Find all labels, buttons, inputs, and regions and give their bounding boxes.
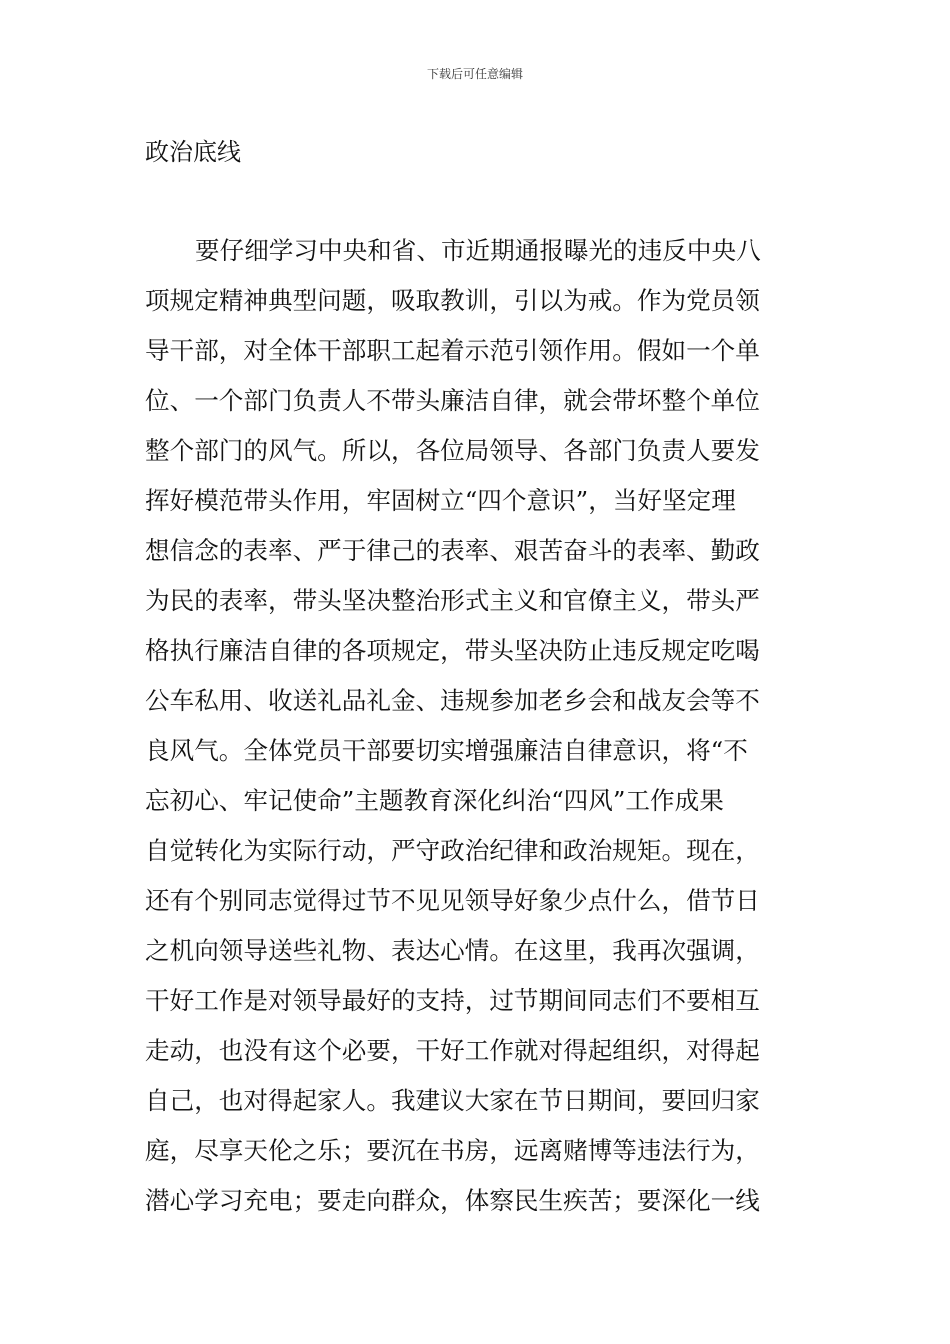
body-line: 忘初心、牢记使命”主题教育深化纠治“四风”工作成果 [145, 786, 724, 815]
body-line: 导干部，对全体干部职工起着示范引领作用。假如一个单 [145, 336, 760, 365]
body-line: 自己，也对得起家人。我建议大家在节日期间，要回归家 [145, 1086, 760, 1115]
body-line: 整个部门的风气。所以，各位局领导、各部门负责人要发 [145, 436, 760, 465]
body-line: 为民的表率，带头坚决整治形式主义和官僚主义，带头严 [145, 586, 760, 615]
body-line: 挥好模范带头作用，牢固树立“四个意识”，当好坚定理 [145, 486, 736, 515]
body-line: 之机向领导送些礼物、表达心情。在这里，我再次强调， [145, 936, 760, 965]
body-line: 走动，也没有这个必要，干好工作就对得起组织，对得起 [145, 1036, 760, 1065]
body-line: 位、一个部门负责人不带头廉洁自律，就会带坏整个单位 [145, 386, 760, 415]
body-line: 良风气。全体党员干部要切实增强廉洁自律意识，将“不 [145, 736, 748, 765]
body-line: 潜心学习充电；要走向群众，体察民生疾苦；要深化一线 [145, 1186, 760, 1215]
body-line: 要仔细学习中央和省、市近期通报曝光的违反中央八 [195, 236, 761, 265]
body-line: 公车私用、收送礼品礼金、违规参加老乡会和战友会等不 [145, 686, 760, 715]
document-title: 政治底线 [145, 138, 241, 166]
body-line: 项规定精神典型问题，吸取教训，引以为戒。作为党员领 [145, 286, 760, 315]
page-header: 下载后可任意编辑 [426, 67, 523, 81]
body-line: 想信念的表率、严于律己的表率、艰苦奋斗的表率、勤政 [145, 536, 760, 565]
body-line: 自觉转化为实际行动，严守政治纪律和政治规矩。现在， [145, 836, 760, 865]
body-line: 庭，尽享天伦之乐；要沉在书房，远离赌博等违法行为， [145, 1136, 760, 1165]
body-line: 还有个别同志觉得过节不见见领导好象少点什么，借节日 [145, 886, 760, 915]
body-line: 格执行廉洁自律的各项规定，带头坚决防止违反规定吃喝 [145, 636, 760, 665]
document-body [145, 226, 810, 1226]
body-line: 干好工作是对领导最好的支持，过节期间同志们不要相互 [145, 986, 760, 1015]
